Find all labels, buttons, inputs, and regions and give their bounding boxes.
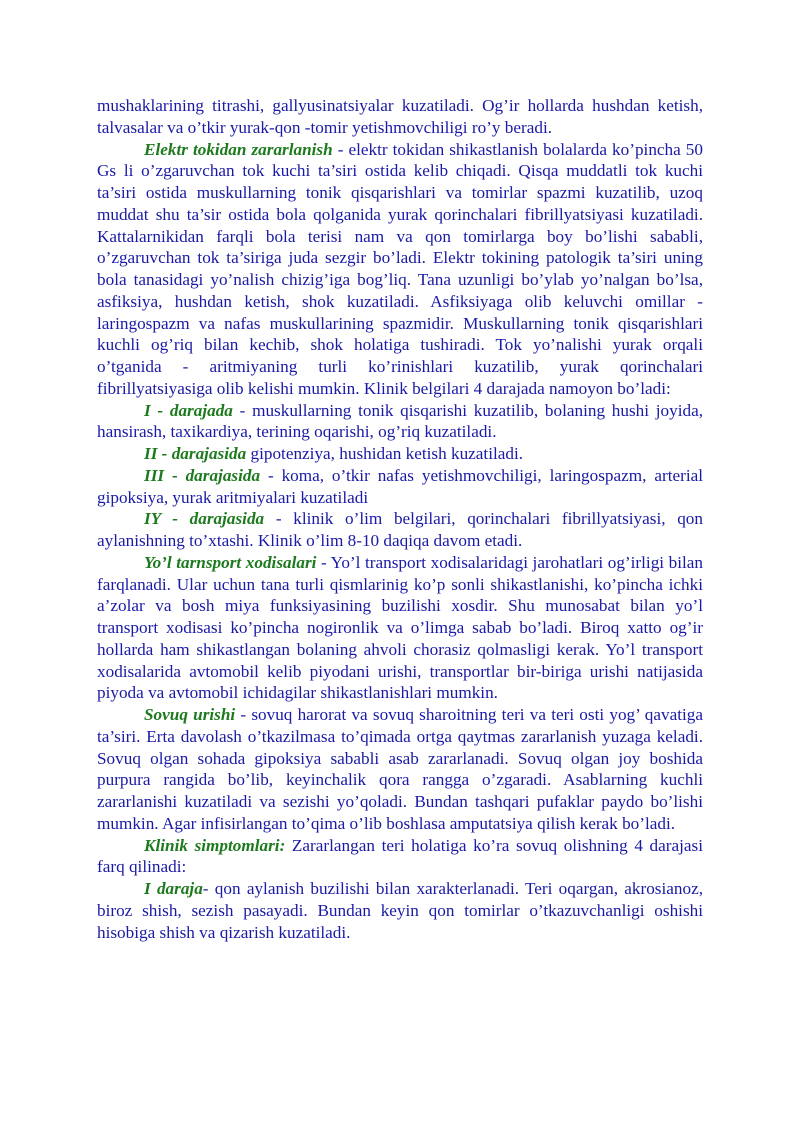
section-heading: Elektr tokidan zararlanish bbox=[144, 139, 333, 159]
paragraph-frostbite-degree-1 bbox=[97, 878, 703, 943]
paragraph-degree-2 bbox=[97, 443, 703, 465]
paragraph-text: - koma, o’tkir nafas yetishmovchiligi, laringospazm, arterial gipoksiya, yurak aritmiyalari kuzatiladi bbox=[97, 465, 704, 507]
paragraph-text: - elektr tokidan shikastlanish bolalarda ko’pincha 50 Gs li o’zgaruvchan tok kuchi ta’siri ostida kelib chiqadi. Qisqa muddatli tok kuchi ta’siri ostida muskullarning tonik qisqarishlari va tomirlar spazmi kuzatilib, uzoq muddat shu ta’sir ostida bola qolganida yurak qorinchalari fibrillyatsiyasi kuzatiladi. Kattalarnikidan farqli bola terisi nam va qon tomirlarga boy bo’lishi sababli, o’zgaruvchan tok ta’siriga juda sezgir bo’ladi. Elektr tokining patologik ta’siri uning bola tanasidagi yo’nalish chizig’iga bog’liq. Tana uzunligi bo’ylab yo’nalgan bo’lsa, asfiksiya, hushdan ketish, shok kuzatiladi. Asfiksiyaga olib keluvchi omillar - laringospazm va nafas muskullarining spazmidir. Muskullarning tonik qisqarishlari kuchli og’riq bilan kechib, shok holatiga tushiradi. Tok yo’nalishi yurak orqali o’tganida - aritmiyaning turli ko’rinishlari kuzatilib, yurak qorinchalari fibrillyatsiyasiga olib kelishi mumkin. Klinik belgilari 4 darajada namoyon bo’ladi: bbox=[97, 139, 703, 398]
paragraph-road-accidents bbox=[97, 552, 703, 704]
paragraph-degree-1 bbox=[97, 400, 703, 444]
paragraph-muscle-tremor bbox=[97, 95, 703, 139]
section-heading: Yo’l tarnsport xodisalari bbox=[144, 552, 317, 572]
paragraph-frostbite bbox=[97, 704, 703, 835]
paragraph-text: - qon aylanish buzilishi bilan xarakterlanadi. Teri oqargan, akrosianoz, biroz shish, sezish pasayadi. Bundan keyin qon tomirlar o’tkazuvchanligi oshishi hisobiga shish va qizarish kuzatiladi. bbox=[97, 879, 704, 942]
paragraph-clinical-symptoms bbox=[97, 835, 703, 879]
paragraph-degree-4 bbox=[97, 508, 703, 552]
section-heading: IY - darajasida bbox=[144, 509, 265, 529]
section-heading: III - darajasida bbox=[144, 465, 261, 485]
paragraph-text: - Yo’l transport xodisalaridagi jarohatlari og’irligi bilan farqlanadi. Ular uchun tana turli qismlarinig ko’p sonli shikastlanishi, ko’pincha ichki a’zolar va bosh miya funksiyasining buzilishi xosdir. Shu munosabat bilan yo’l transport xodisasi ko’pincha nogironlik va o’limga sabab bo’ladi. Biroq xatto og’ir hollarda ham shikastlangan bolaning ahvoli chorasiz qolmasligi kerak. Yo’l transport xodisalarida avtomobil kelib piyodani urishi, transportlar bir-biriga urishi natijasida piyoda va avtomobil ichidagilar shikastlanishlari mumkin. bbox=[97, 552, 703, 703]
section-heading: I - darajada bbox=[144, 400, 233, 420]
paragraph-text: Zararlangan teri holatiga ko’ra sovuq olishning 4 darajasi farq qilinadi: bbox=[97, 835, 703, 877]
paragraph-text: - klinik o’lim belgilari, qorinchalari fibrillyatsiyasi, qon aylanishning to’xtashi. Klinik o’lim 8-10 daqiqa davom etadi. bbox=[97, 509, 703, 550]
paragraph-text: - sovuq harorat va sovuq sharoitning teri va teri osti yog’ qavatiga ta’siri. Erta davolash o’tkazilmasa to’qimada ortga qaytmas zararlanish yuzaga keladi. Sovuq olgan sohada gipoksiya sababli asab zararlanadi. Sovuq olgan joy boshida purpura rangida bo’lib, keyinchalik qora rangga o’zgaradi. Asablarning kuchli zararlanishi kuzatiladi va sezishi yo’qoladi. Bundan tashqari pufaklar paydo bo’lishi mumkin. Agar infisirlangan to’qima o’lib boshlasa amputatsiya qilish kerak bo’ladi. bbox=[97, 705, 703, 833]
paragraph-text: - muskullarning tonik qisqarishi kuzatilib, bolaning hushi joyida, hansirash, taxikardiya, terining oqarishi, og’riq kuzatiladi. bbox=[97, 400, 703, 442]
document-page bbox=[97, 95, 703, 943]
section-heading: Sovuq urishi bbox=[144, 705, 236, 724]
section-heading: I daraja bbox=[144, 879, 203, 898]
paragraph-electric-injury bbox=[97, 139, 703, 400]
paragraph-degree-3 bbox=[97, 465, 703, 509]
section-heading: II - darajasida bbox=[144, 444, 247, 463]
paragraph-text: gipotenziya, hushidan ketish kuzatiladi. bbox=[246, 444, 524, 463]
section-heading: Klinik simptomlari: bbox=[144, 835, 286, 855]
paragraph-text: mushaklarining titrashi, gallyusinatsiyalar kuzatiladi. Og’ir hollarda hushdan ketish, talvasalar va o’tkir yurak-qon -tomir yetishmovchiligi ro’y beradi. bbox=[97, 96, 703, 137]
